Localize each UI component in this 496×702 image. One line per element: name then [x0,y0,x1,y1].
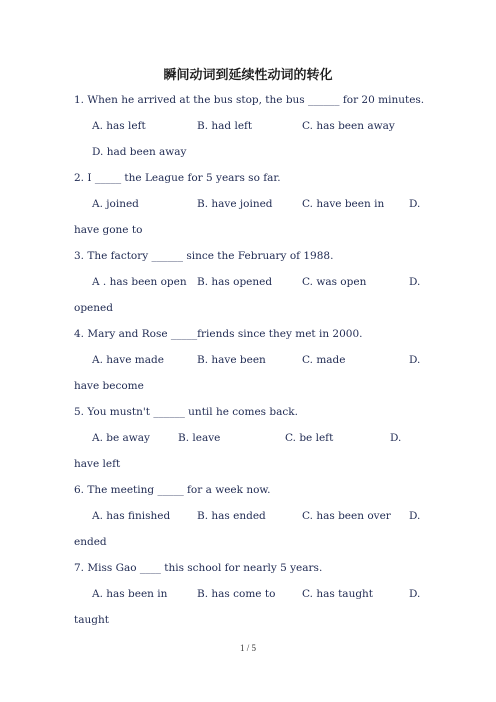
document-title: 瞬间动词到延续性动词的转化 [163,68,333,83]
question-5-option-b: B. leave [178,432,221,444]
question-3-option-c: C. was open [302,276,367,288]
question-7-option-d-label: D. [409,588,421,600]
question-6-option-d-label: D. [409,510,421,522]
question-4-option-d-label: D. [409,354,421,366]
question-4-option-a: A. have made [92,354,164,366]
question-3-option-d-text: opened [74,302,113,314]
question-5-option-d-label: D. [390,432,402,444]
question-4-option-c: C. made [302,354,346,366]
question-7-stem: 7. Miss Gao ____ this school for nearly 5 years. [74,562,323,574]
question-4-option-d-text: have become [74,380,144,392]
question-3-option-d-label: D. [409,276,421,288]
question-2-option-a: A. joined [92,198,139,210]
question-6-option-c: C. has been over [302,510,391,522]
question-7-option-d-text: taught [74,614,109,626]
page-number: 1 / 5 [239,643,256,653]
question-2-option-d-text: have gone to [74,224,143,236]
question-7-option-b: B. has come to [197,588,276,600]
question-5-option-d-text: have left [74,458,121,470]
question-1-option-c: C. has been away [302,120,395,132]
question-3-option-b: B. has opened [197,276,273,288]
question-1-option-a: A. has left [92,120,146,132]
question-3-stem: 3. The factory ______ since the February of 1988. [74,250,334,262]
question-4-option-b: B. have been [197,354,266,366]
question-1-stem: 1. When he arrived at the bus stop, the bus ______ for 20 minutes. [74,94,425,106]
question-4-stem: 4. Mary and Rose _____friends since they met in 2000. [74,328,363,340]
question-3-option-a: A . has been open [92,276,187,288]
question-5-stem: 5. You mustn't ______ until he comes back. [74,406,298,418]
question-2-option-b: B. have joined [197,198,273,210]
question-6-option-a: A. has finished [92,510,171,522]
question-6-option-b: B. has ended [197,510,266,522]
question-6-option-d-text: ended [74,536,107,548]
question-2-option-c: C. have been in [302,198,385,210]
question-1-option-d: D. had been away [92,146,187,158]
question-7-option-a: A. has been in [92,588,168,600]
question-6-stem: 6. The meeting _____ for a week now. [74,484,271,496]
question-5-option-c: C. be left [285,432,334,444]
question-5-option-a: A. be away [92,432,150,444]
question-7-option-c: C. has taught [302,588,374,600]
question-1-option-b: B. had left [197,120,253,132]
question-2-stem: 2. I _____ the League for 5 years so far. [74,172,281,184]
question-2-option-d-label: D. [409,198,421,210]
